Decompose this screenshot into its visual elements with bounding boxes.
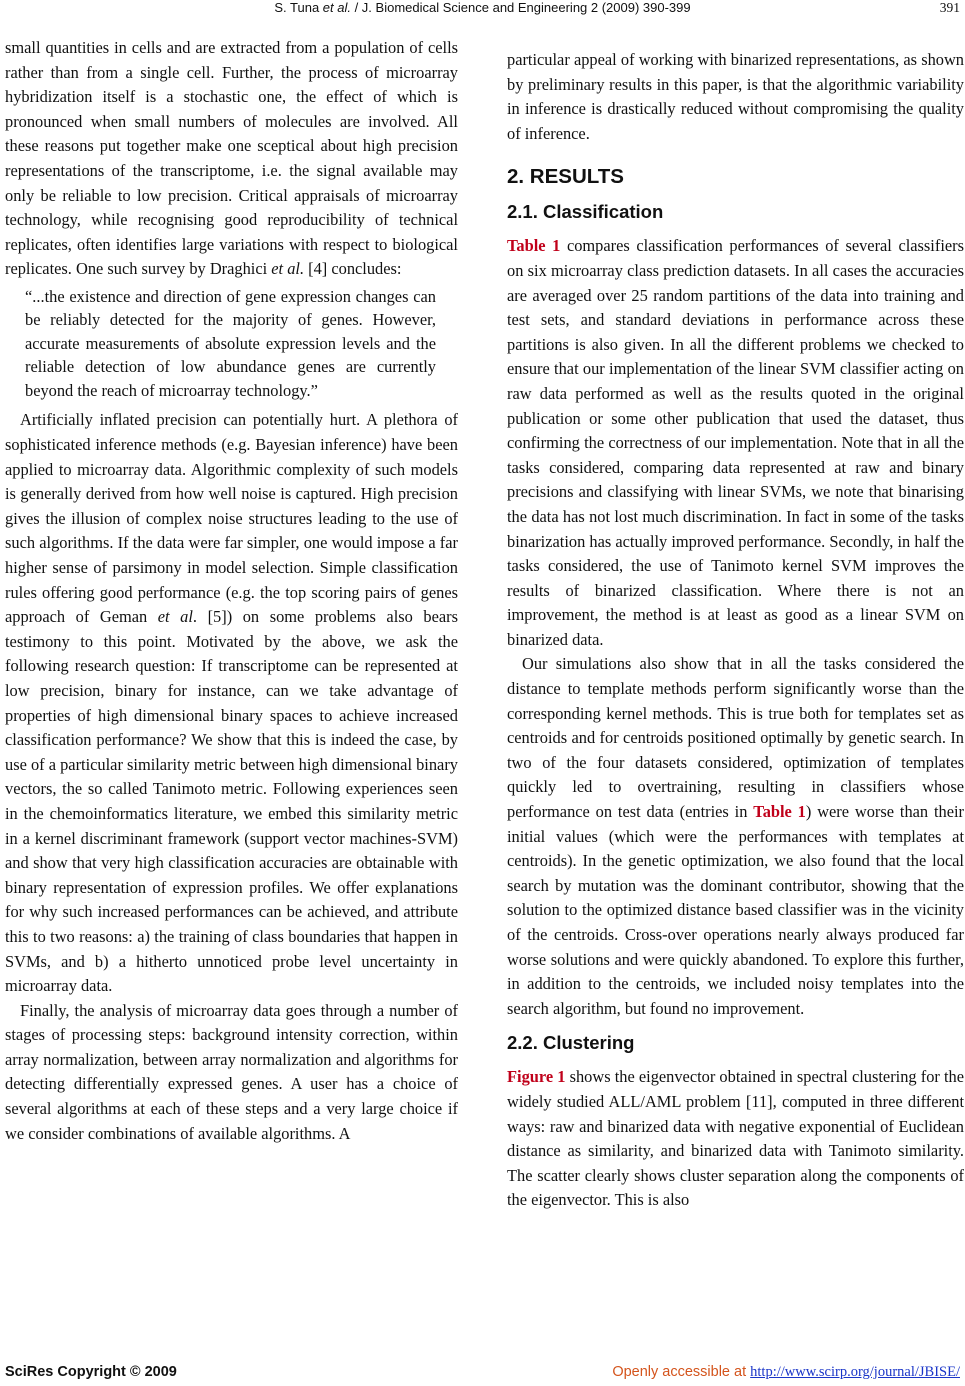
table-1-link[interactable]: Table 1 — [753, 802, 806, 822]
running-title-journal: / J. Biomedical Science and Engineering 2 (2009) 390-399 — [350, 0, 691, 15]
paragraph-text: shows the eigenvector obtained in spectral clustering for the widely studied ALL/AML problem [11], computed in three different ways: raw and binarized data with negative exponential of Euclidean distance as similarity, and binarized data with Tanimoto similarity. The scatter clearly shows cluster separation along the components of the eigenvector. This is also — [507, 1067, 964, 1210]
paragraph-analysis: Finally, the analysis of microarray data goes through a number of stages of processing steps: background intensity correction, within array normalization, between array normalization and algorithms for detecting differentially expressed genes. A user has a choice of several algorithms at each of these steps and a very large choice if we consider combinations of available algorithms. A — [5, 1000, 458, 1143]
paragraph-text: compares classification performances of several classifiers on six microarray class prediction datasets. In all cases the accuracies are averaged over 25 random partitions of the data into training and test sets, and standard deviations in performance across these partitions is also given. In all the different problems we checked to ensure that our implementation of the linear SVM classifier acting on raw data performed as well as the results quoted in the original publication or some other publication that used the dataset, thus confirming the correctness of our implementation. Note that in all the tasks considered, comparing data represented at raw and binary precisions and classifying with linear SVMs, we note that binarising the data has not lost much discrimination. In fact in some of the tasks binarization has actually improved performance. Secondly, in half the tasks considered, the use of Tanimoto kernel SVM improves the results of binarized classification. Where there is not an improvement, the method is at least as good as a linear SVM on binarized data. — [507, 236, 964, 649]
italic-etal: et al. — [271, 259, 305, 279]
section-heading-results: 2. RESULTS — [507, 165, 624, 189]
paragraph-text: Artificially inflated precision can potentially hurt. A plethora of sophisticated inference methods (e.g. Bayesian inference) have been applied to microarray data. Algorithmic complexity of such models is generally derived from how well noise is captured. High precision gives the illusion of complex noise structures leading to the use of such algorithms. If the data were far simpler, one would impose a far higher sense of parsimony in model selection. Simple classification rules offering good performance (e.g. the top scoring pairs of genes approach of Geman — [5, 410, 458, 627]
italic-etal: et al — [157, 607, 193, 627]
paragraph-text: [4] concludes: — [304, 259, 402, 279]
paragraph-appeal: particular appeal of working with binarized representations, as shown by preliminary results in this paper, is that the algorithmic variability in inference is drastically reduced without compromising the quality of inference. — [507, 50, 964, 143]
left-column — [5, 36, 458, 1146]
paragraph-precision — [5, 408, 458, 998]
page-number: 391 — [939, 0, 960, 15]
block-quote: “...the existence and direction of gene expression changes can be reliably detected for the majority of genes. However, accurate measurements of absolute expression levels and the reliable detection of low abundance genes are currently beyond the reach of microarray technology.” — [25, 286, 436, 400]
paragraph-text: . [5]) on some problems also bears testimony to this point. Motivated by the above, we ask the following research question: If transcriptome can be represented at low precision, binary for instance, can we take advantage of properties of high dimensional binary spaces to achieve increased classification performance? We show that this is indeed the case, by use of a particular similarity metric between high dimensional binary vectors, the so called Tanimoto metric. Following experiences seen in the chemoinformatics literature, we embed this similarity metric in a kernel discriminant framework (support vector machines-SVM) and show that very high classification accuracies are obtainable with binary representation of expression profiles. We offer explanations for why such increased performances can be achieved, and attribute this to two reasons: a) the training of class boundaries that happen in SVMs, and b) a hitherto unnoticed probe level uncertainty in microarray data. — [5, 607, 458, 996]
paragraph-text: ) were worse than their initial values (which were the performances with templates at centroids). In the genetic optimization, we also found that the local search by mutation was the dominant contributor, showing that the solution to the optimized distance based classifier was in the vicinity of the centroids. Cross-over operations nearly always produced far worse solutions and were quickly abandoned. To explore this further, in addition to the centroids, we included noisy templates into the search algorithm, but found no improvement. — [507, 802, 964, 1018]
running-title-authors: S. Tuna — [274, 0, 323, 15]
paragraph-intro-continued — [5, 36, 458, 282]
paragraph-clustering — [507, 1065, 964, 1213]
subsection-heading-clustering: 2.2. Clustering — [507, 1032, 635, 1054]
running-title-etal: et al. — [322, 0, 351, 15]
page-header — [0, 0, 965, 20]
journal-url-link[interactable]: http://www.scirp.org/journal/JBISE/ — [750, 1364, 960, 1380]
open-access-notice — [612, 1364, 960, 1381]
paragraph-text: Our simulations also show that in all the tasks considered the distance to template methods perform significantly worse than the corresponding kernel methods. This is true both for templates set as centroids and for centroids positioned optimally by genetic search. In two of the four datasets considered, optimization of templates quickly led to overtraining, resulting in classifiers whose performance on test data (entries in — [507, 654, 964, 822]
copyright-notice: SciRes Copyright © 2009 — [5, 1364, 177, 1380]
subsection-heading-classification: 2.1. Classification — [507, 201, 664, 223]
paragraph-simulations — [507, 652, 964, 1021]
right-column — [507, 48, 964, 1213]
table-1-link[interactable]: Table 1 — [507, 236, 561, 256]
running-title — [0, 0, 965, 15]
paragraph-text: small quantities in cells and are extracted from a population of cells rather than from a single cell. Further, the process of microarray hybridization itself is a stochastic one, the effect of which is pronounced when small numbers of molecules are involved. All these reasons put together make one sceptical about high precision representations of the transcriptome, i.e. the signal available may only be reliable to low precision. Critical appraisals of microarray technology, while recognising good reproducibility of technical replicates, often identifies large variations with respect to biological replicates. One such survey by Draghici — [5, 38, 458, 279]
page-footer — [0, 1356, 965, 1386]
figure-1-link[interactable]: Figure 1 — [507, 1067, 566, 1087]
open-access-label: Openly accessible at — [612, 1364, 751, 1380]
paragraph-classification — [507, 234, 964, 652]
